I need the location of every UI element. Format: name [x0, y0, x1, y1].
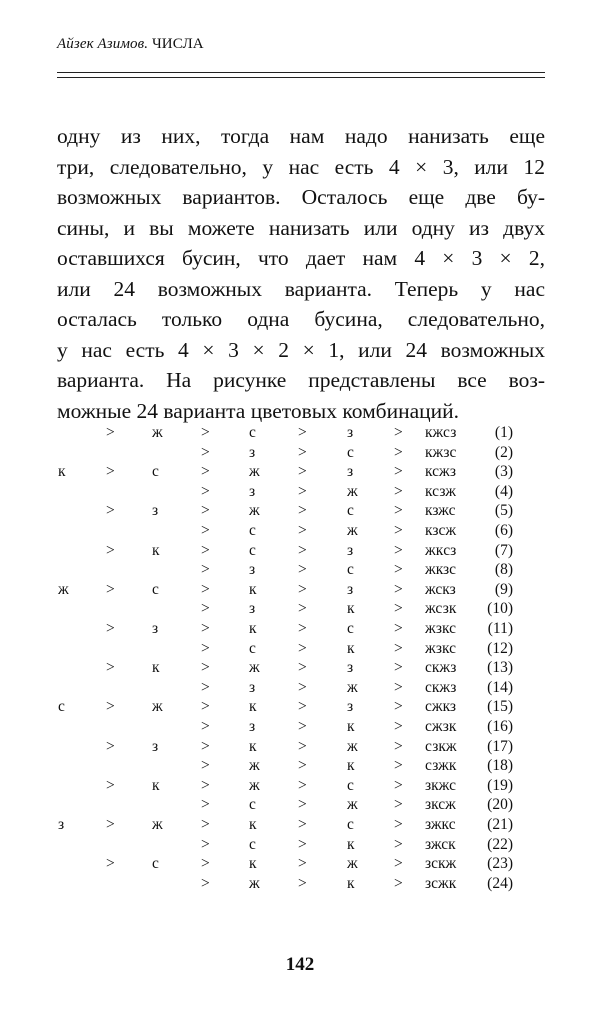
bead-letter-4: к	[347, 718, 355, 735]
arrow-glyph: >	[394, 776, 403, 794]
combination-number: (5)	[494, 502, 513, 520]
header-author: Айзек Азимов.	[57, 36, 149, 52]
permutation-row	[0, 717, 600, 737]
combination-word: зксж	[425, 796, 456, 814]
combination-word: кзжс	[425, 502, 456, 520]
combination-word: скжз	[425, 678, 457, 696]
arrow-glyph: >	[201, 502, 210, 520]
bead-letter-2: с	[152, 580, 159, 598]
bead-letter-3: ж	[249, 776, 260, 794]
page-number: 142	[285, 954, 315, 975]
combination-word: скжз	[425, 659, 457, 677]
arrow-glyph: >	[106, 698, 115, 716]
permutation-row	[0, 560, 600, 580]
arrow-glyph: >	[394, 816, 403, 833]
combination-word: сжзк	[425, 718, 457, 735]
bead-letter-4: ж	[347, 678, 358, 696]
bead-letter-3: з	[249, 718, 256, 735]
arrow-glyph: >	[298, 482, 307, 500]
body-line: осталась только одна бусина, следовательно,	[57, 307, 545, 331]
permutation-row	[0, 521, 600, 541]
arrow-glyph: >	[298, 776, 307, 794]
combination-number: (16)	[487, 718, 513, 735]
bead-letter-1: с	[58, 698, 65, 716]
combination-number: (15)	[487, 698, 513, 716]
body-line: у нас есть 4 × 3 × 2 × 1, или 24 возможных	[57, 337, 545, 362]
combination-word: зжкс	[425, 816, 456, 833]
arrow-glyph: >	[394, 698, 403, 716]
bead-letter-3: ж	[249, 463, 260, 481]
bead-letter-4: з	[347, 424, 354, 441]
arrow-glyph: >	[106, 737, 115, 755]
arrow-glyph: >	[201, 424, 210, 441]
arrow-glyph: >	[298, 757, 307, 775]
arrow-glyph: >	[298, 816, 307, 833]
header-title: ЧИСЛА	[151, 36, 204, 52]
arrow-glyph: >	[298, 502, 307, 520]
combination-number: (17)	[487, 737, 513, 755]
arrow-glyph: >	[106, 424, 115, 441]
arrow-glyph: >	[394, 424, 403, 441]
arrow-glyph: >	[298, 424, 307, 441]
bead-letter-2: ж	[152, 698, 163, 716]
combination-number: (21)	[487, 816, 513, 833]
arrow-glyph: >	[394, 678, 403, 696]
combination-number: (24)	[487, 874, 513, 892]
combination-word: ксжз	[425, 463, 457, 481]
combination-number: (13)	[487, 659, 513, 677]
combination-number: (18)	[487, 757, 513, 775]
body-line: три, следовательно, у нас есть 4 × 3, или 12	[57, 154, 545, 179]
arrow-glyph: >	[394, 561, 403, 579]
arrow-glyph: >	[201, 757, 210, 775]
combination-word: сжкз	[425, 698, 457, 716]
arrow-glyph: >	[201, 737, 210, 755]
bead-letter-4: с	[347, 816, 354, 833]
arrow-glyph: >	[201, 580, 210, 598]
bead-letter-4: ж	[347, 737, 358, 755]
permutation-row	[0, 501, 600, 521]
combination-word: зжск	[425, 835, 456, 853]
arrow-glyph: >	[394, 737, 403, 755]
bead-letter-4: к	[347, 639, 355, 657]
arrow-glyph: >	[298, 678, 307, 696]
arrow-glyph: >	[298, 737, 307, 755]
bead-letter-4: з	[347, 698, 354, 716]
combination-number: (1)	[494, 424, 513, 441]
bead-letter-3: с	[249, 835, 256, 853]
bead-letter-1: ж	[58, 580, 69, 598]
permutation-row	[0, 462, 600, 482]
permutation-row	[0, 697, 600, 717]
bead-letter-3: ж	[249, 659, 260, 677]
combination-number: (20)	[487, 796, 513, 814]
combination-number: (14)	[487, 678, 513, 696]
combination-number: (10)	[487, 600, 513, 618]
arrow-glyph: >	[298, 659, 307, 677]
arrow-glyph: >	[394, 796, 403, 814]
arrow-glyph: >	[201, 874, 210, 892]
permutation-row	[0, 835, 600, 855]
bead-letter-3: к	[249, 816, 257, 833]
combination-word: ксзж	[425, 482, 456, 500]
permutation-row	[0, 639, 600, 659]
combination-number: (19)	[487, 776, 513, 794]
combination-word: сзжк	[425, 757, 457, 775]
arrow-glyph: >	[201, 541, 210, 559]
arrow-glyph: >	[298, 796, 307, 814]
arrow-glyph: >	[106, 620, 115, 637]
bead-letter-3: з	[249, 482, 256, 500]
arrow-glyph: >	[298, 874, 307, 892]
arrow-glyph: >	[201, 855, 210, 873]
bead-letter-4: с	[347, 620, 354, 637]
arrow-glyph: >	[201, 816, 210, 833]
permutation-row	[0, 599, 600, 619]
arrow-glyph: >	[394, 443, 403, 461]
permutation-row	[0, 776, 600, 796]
combination-word: жсзк	[425, 600, 457, 618]
body-line: оставшихся бусин, что дает нам 4 × 3 × 2,	[57, 246, 545, 270]
arrow-glyph: >	[201, 718, 210, 735]
permutation-row	[0, 482, 600, 502]
bead-letter-3: з	[249, 561, 256, 579]
arrow-glyph: >	[201, 600, 210, 618]
bead-letter-2: к	[152, 776, 160, 794]
bead-letter-4: ж	[347, 796, 358, 814]
bead-letter-4: с	[347, 443, 354, 461]
arrow-glyph: >	[201, 835, 210, 853]
bead-letter-4: ж	[347, 855, 358, 873]
bead-letter-4: з	[347, 541, 354, 559]
arrow-glyph: >	[201, 522, 210, 539]
permutation-row	[0, 678, 600, 698]
arrow-glyph: >	[394, 580, 403, 598]
arrow-glyph: >	[201, 796, 210, 814]
combination-word: жзкс	[425, 639, 457, 657]
combination-word: кжзс	[425, 443, 457, 461]
bead-letter-2: ж	[152, 816, 163, 833]
permutation-row	[0, 756, 600, 776]
body-line: можные 24 варианта цветовых комбинаций.	[57, 398, 460, 423]
combination-number: (2)	[494, 443, 513, 461]
bead-letter-3: з	[249, 443, 256, 461]
bead-letter-2: к	[152, 541, 160, 559]
combination-number: (8)	[494, 561, 513, 579]
bead-letter-1: к	[58, 463, 66, 481]
combination-word: кжсз	[425, 424, 457, 441]
permutation-row	[0, 619, 600, 639]
combination-word: зсжк	[425, 874, 457, 892]
permutation-row	[0, 737, 600, 757]
combination-word: зкжс	[425, 776, 456, 794]
combination-word: кзсж	[425, 522, 457, 539]
bead-letter-3: з	[249, 600, 256, 618]
combination-number: (7)	[494, 541, 513, 559]
combination-number: (9)	[494, 580, 513, 598]
bead-letter-4: к	[347, 757, 355, 775]
arrow-glyph: >	[106, 502, 115, 520]
combination-number: (6)	[494, 522, 513, 539]
arrow-glyph: >	[201, 620, 210, 637]
arrow-glyph: >	[201, 659, 210, 677]
combination-word: жзкс	[425, 620, 457, 637]
arrow-glyph: >	[298, 639, 307, 657]
permutation-row	[0, 541, 600, 561]
arrow-glyph: >	[298, 698, 307, 716]
bead-letter-3: ж	[249, 502, 260, 520]
body-line: или 24 возможных варианта. Теперь у нас	[57, 276, 545, 301]
arrow-glyph: >	[106, 659, 115, 677]
bead-letter-3: к	[249, 737, 257, 755]
bead-letter-4: к	[347, 835, 355, 853]
arrow-glyph: >	[298, 522, 307, 539]
bead-letter-3: к	[249, 855, 257, 873]
arrow-glyph: >	[201, 639, 210, 657]
combination-word: жкзс	[425, 561, 457, 579]
arrow-glyph: >	[298, 541, 307, 559]
bead-letter-4: к	[347, 874, 355, 892]
bead-letter-3: з	[249, 678, 256, 696]
arrow-glyph: >	[298, 835, 307, 853]
combination-number: (3)	[494, 463, 513, 481]
arrow-glyph: >	[394, 757, 403, 775]
arrow-glyph: >	[201, 482, 210, 500]
arrow-glyph: >	[394, 855, 403, 873]
arrow-glyph: >	[394, 482, 403, 500]
bead-letter-4: к	[347, 600, 355, 618]
bead-letter-3: к	[249, 580, 257, 598]
arrow-glyph: >	[394, 835, 403, 853]
arrow-glyph: >	[298, 463, 307, 481]
arrow-glyph: >	[201, 678, 210, 696]
bead-letter-3: с	[249, 541, 256, 559]
bead-letter-4: с	[347, 776, 354, 794]
bead-letter-3: с	[249, 424, 256, 441]
bead-letter-3: ж	[249, 874, 260, 892]
arrow-glyph: >	[394, 502, 403, 520]
body-line: сины, и вы можете нанизать или одну из двух	[57, 215, 545, 240]
bead-letter-2: з	[152, 502, 159, 520]
permutation-row	[0, 443, 600, 463]
combination-word: жскз	[425, 580, 456, 598]
arrow-glyph: >	[201, 463, 210, 481]
combination-word: сзкж	[425, 737, 457, 755]
permutation-row	[0, 658, 600, 678]
bead-letter-2: с	[152, 463, 159, 481]
body-line: варианта. На рисунке представлены все воз-	[57, 368, 545, 392]
arrow-glyph: >	[298, 580, 307, 598]
combination-number: (23)	[487, 855, 513, 873]
combination-number: (22)	[487, 835, 513, 853]
bead-letter-3: к	[249, 620, 257, 637]
arrow-glyph: >	[298, 600, 307, 618]
bead-letter-2: з	[152, 737, 159, 755]
bead-letter-2: с	[152, 855, 159, 873]
bead-letter-4: с	[347, 502, 354, 520]
bead-letter-4: з	[347, 659, 354, 677]
combination-number: (11)	[487, 620, 513, 637]
bead-letter-4: ж	[347, 522, 358, 539]
arrow-glyph: >	[106, 541, 115, 559]
arrow-glyph: >	[201, 776, 210, 794]
permutation-row	[0, 854, 600, 874]
arrow-glyph: >	[106, 855, 115, 873]
arrow-glyph: >	[394, 620, 403, 637]
bead-letter-4: с	[347, 561, 354, 579]
bead-letter-3: к	[249, 698, 257, 716]
bead-letter-3: с	[249, 639, 256, 657]
combination-number: (12)	[487, 639, 513, 657]
arrow-glyph: >	[394, 874, 403, 892]
permutation-row	[0, 815, 600, 835]
arrow-glyph: >	[394, 639, 403, 657]
arrow-glyph: >	[394, 718, 403, 735]
arrow-glyph: >	[298, 718, 307, 735]
bead-letter-3: с	[249, 522, 256, 539]
combination-number: (4)	[494, 482, 513, 500]
bead-letter-4: з	[347, 580, 354, 598]
arrow-glyph: >	[394, 659, 403, 677]
bead-letter-2: ж	[152, 424, 163, 441]
arrow-glyph: >	[394, 522, 403, 539]
arrow-glyph: >	[394, 463, 403, 481]
body-line: возможных вариантов. Осталось еще две бу-	[57, 185, 545, 209]
arrow-glyph: >	[201, 698, 210, 716]
arrow-glyph: >	[106, 463, 115, 481]
permutation-row	[0, 874, 600, 894]
bead-letter-2: з	[152, 620, 159, 637]
arrow-glyph: >	[394, 600, 403, 618]
arrow-glyph: >	[298, 620, 307, 637]
arrow-glyph: >	[394, 541, 403, 559]
permutation-row	[0, 795, 600, 815]
bead-letter-1: з	[58, 816, 65, 833]
bead-letter-2: к	[152, 659, 160, 677]
bead-letter-3: с	[249, 796, 256, 814]
combination-word: зскж	[425, 855, 457, 873]
permutation-row	[0, 423, 600, 443]
arrow-glyph: >	[298, 561, 307, 579]
arrow-glyph: >	[201, 443, 210, 461]
arrow-glyph: >	[106, 580, 115, 598]
arrow-glyph: >	[106, 816, 115, 833]
bead-letter-4: з	[347, 463, 354, 481]
combination-word: жкcз	[425, 541, 457, 559]
arrow-glyph: >	[298, 855, 307, 873]
arrow-glyph: >	[106, 776, 115, 794]
permutation-row	[0, 580, 600, 600]
bead-letter-4: ж	[347, 482, 358, 500]
body-line: одну из них, тогда нам надо нанизать еще	[57, 124, 545, 148]
arrow-glyph: >	[298, 443, 307, 461]
arrow-glyph: >	[201, 561, 210, 579]
bead-letter-3: ж	[249, 757, 260, 775]
